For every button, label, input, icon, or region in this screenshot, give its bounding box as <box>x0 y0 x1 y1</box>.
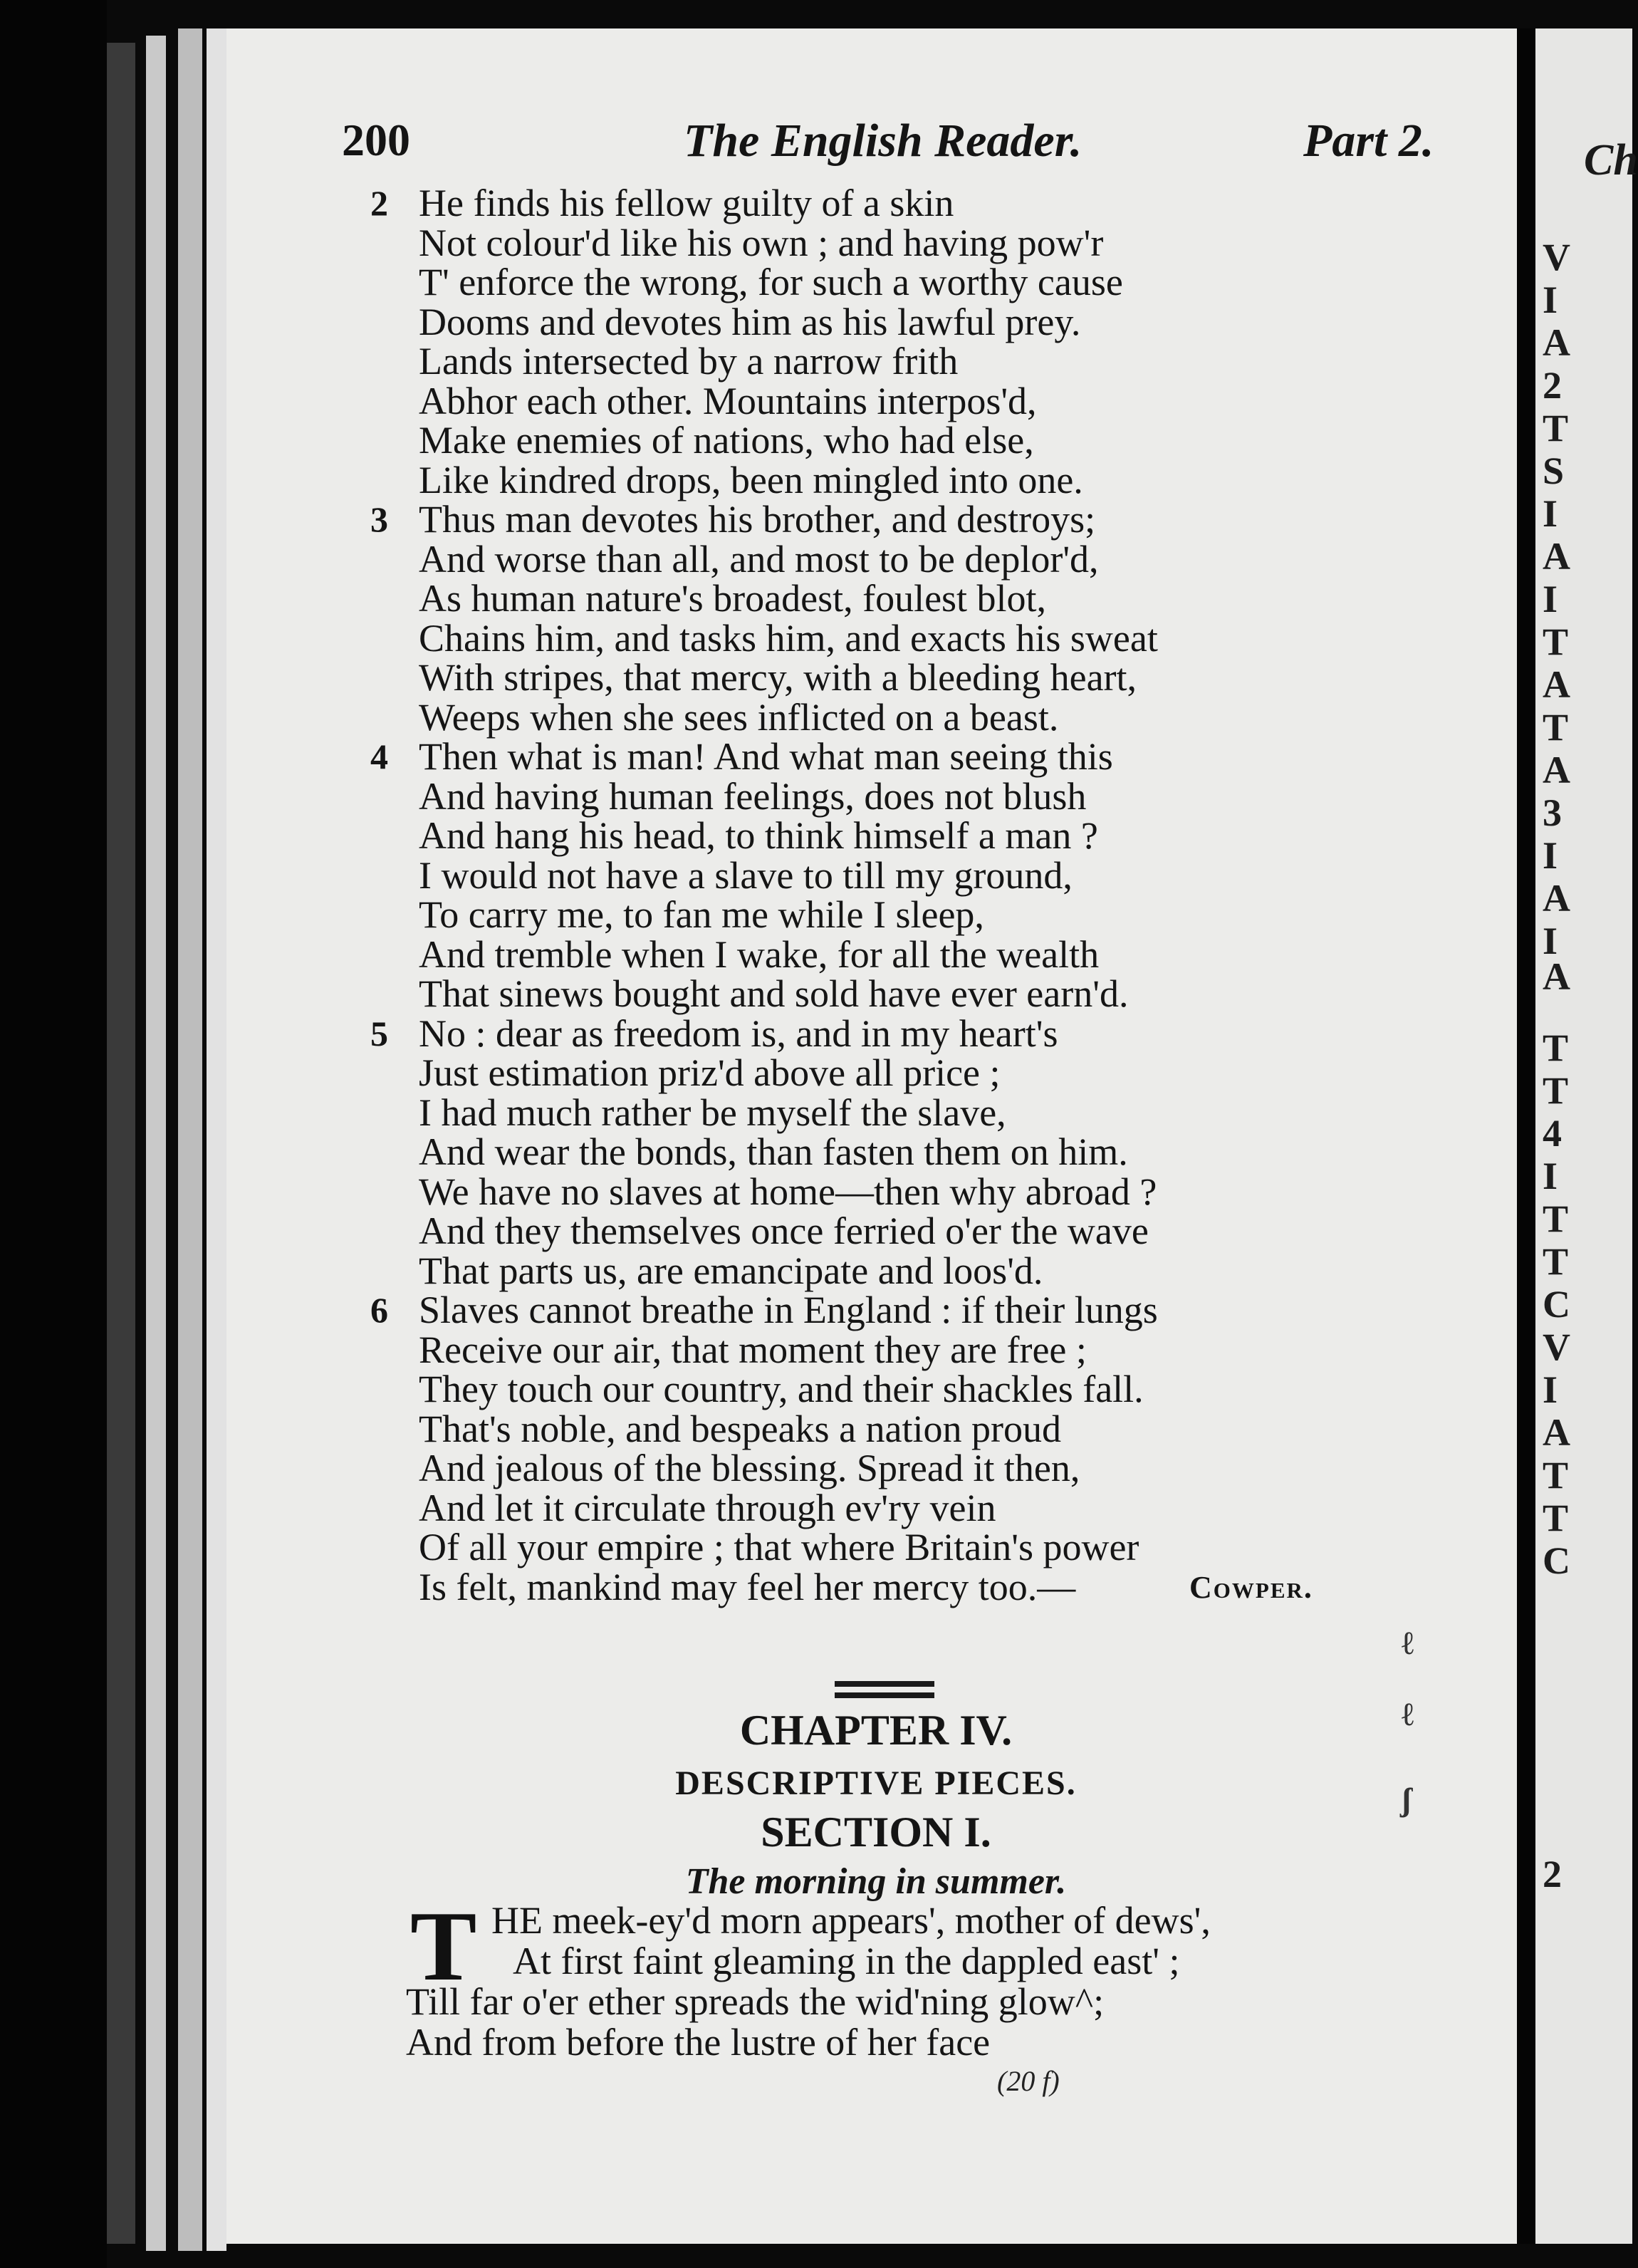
adjacent-page-fragment: 2 <box>1543 364 1562 407</box>
stanza-number: 6 <box>370 1290 388 1330</box>
poem-line-text: Lands intersected by a narrow frith <box>419 340 959 383</box>
adjacent-page-fragment: I <box>1543 1368 1558 1411</box>
page-header <box>342 114 1481 171</box>
poem-line <box>370 1486 1467 1529</box>
prose-body <box>406 1891 1474 2064</box>
page-number: 200 <box>342 115 410 165</box>
poem-line-text: Chains him, and tasks him, and exacts his sweat <box>419 616 1158 660</box>
poem-line <box>370 1528 1467 1568</box>
adjacent-page-fragment: I <box>1543 279 1558 321</box>
poem-author: Cowper. <box>1189 1569 1313 1605</box>
adjacent-page-fragment: I <box>1543 492 1558 535</box>
poem-line <box>370 1051 1467 1094</box>
poem-line-text: And they themselves once ferried o'er the wave <box>419 1210 1149 1252</box>
poem-line <box>370 658 1467 698</box>
adjacent-page-fragment: A <box>1543 955 1570 998</box>
poem-line <box>370 1407 1467 1450</box>
poem-line <box>370 221 1467 264</box>
adjacent-page-fragment: T <box>1543 1497 1569 1539</box>
adjacent-page-fragment: A <box>1543 749 1570 791</box>
page-edge <box>207 28 226 2251</box>
stanza-number: 2 <box>370 183 388 223</box>
stanza-number: 5 <box>370 1013 388 1054</box>
poem-line-text: Slaves cannot breathe in England : if their lungs <box>419 1289 1158 1331</box>
adjacent-page-fragment: A <box>1543 321 1570 364</box>
poem-line-text: Abhor each other. Mountains interpos'd, <box>419 379 1037 422</box>
page-edge <box>146 36 166 2251</box>
poem-line-text: That parts us, are emancipate and loos'd. <box>419 1249 1043 1292</box>
poem-line <box>370 1370 1467 1410</box>
margin-mark: ℓ <box>1402 1625 1414 1661</box>
poem-line <box>370 737 1467 777</box>
adjacent-page-fragment: T <box>1543 620 1569 663</box>
adjacent-page-fragment: V <box>1543 1326 1570 1368</box>
poem-line <box>370 1130 1467 1173</box>
adjacent-page-fragment: I <box>1543 834 1558 877</box>
poem-line-text: And let it circulate through ev'ry vein <box>419 1486 996 1529</box>
poem-line <box>370 184 1467 224</box>
poem-line-text: Is felt, mankind may feel her mercy too.— <box>419 1565 1076 1608</box>
adjacent-page-fragment: 2 <box>1543 1853 1562 1895</box>
poem-line <box>370 342 1467 382</box>
poem-line <box>370 895 1467 935</box>
poem-line-text: That sinews bought and sold have ever earn'd. <box>419 972 1129 1015</box>
poem-line-text: Make enemies of nations, who had else, <box>419 419 1034 462</box>
poem-line-text: Then what is man! And what man seeing this <box>419 735 1113 778</box>
page-gutter <box>1517 28 1535 2244</box>
adjacent-page-fragment: S <box>1543 449 1565 492</box>
poem-line-text: Of all your empire ; that where Britain's power <box>419 1526 1139 1569</box>
adjacent-page-fragment: A <box>1543 663 1570 706</box>
poem-line-text: As human nature's broadest, foulest blot, <box>419 577 1047 620</box>
margin-mark: ʃ <box>1402 1781 1412 1818</box>
prose-line: Till far o'er ether spreads the wid'ning glow^; <box>406 1980 1105 2023</box>
adjacent-page-fragment: A <box>1543 877 1570 920</box>
poem-line <box>370 1093 1467 1133</box>
margin-mark: ℓ <box>1402 1696 1414 1732</box>
poem-line <box>370 379 1467 422</box>
poem-line-text: And wear the bonds, than fasten them on him. <box>419 1130 1128 1173</box>
poem-line <box>370 458 1467 501</box>
poem-line <box>370 1565 1467 1608</box>
adjacent-page-fragment: A <box>1543 535 1570 578</box>
poem-line-text: And having human feelings, does not blush <box>419 774 1087 818</box>
section-heading: SECTION I. <box>761 1809 991 1856</box>
adjacent-page-fragment: C <box>1543 1539 1570 1582</box>
chapter-heading: CHAPTER IV. <box>739 1707 1013 1754</box>
poem-line-text: T' enforce the wrong, for such a worthy cause <box>419 261 1123 303</box>
drop-cap: T <box>410 1891 477 2002</box>
poem-line <box>370 974 1467 1014</box>
poem-body <box>370 184 1467 1607</box>
adjacent-page-fragment: A <box>1543 1411 1570 1454</box>
poem-line <box>370 421 1467 461</box>
poem-line <box>370 263 1467 303</box>
poem-line-text: And jealous of the blessing. Spread it then, <box>419 1447 1080 1489</box>
poem-line-text: And hang his head, to think himself a man ? <box>419 814 1098 857</box>
poem-line <box>370 1449 1467 1489</box>
adjacent-page-fragment: T <box>1543 1454 1569 1497</box>
adjacent-page-header: Ch <box>1584 136 1638 184</box>
poem-line <box>370 537 1467 581</box>
adjacent-page-fragment: 3 <box>1543 791 1562 834</box>
poem-line <box>370 1328 1467 1371</box>
poem-line-text: That's noble, and bespeaks a nation proud <box>419 1407 1061 1450</box>
poem-line <box>370 853 1467 897</box>
adjacent-page-fragment: I <box>1543 578 1558 620</box>
prose-line: HE meek-ey'd morn appears', mother of dews', <box>491 1899 1211 1942</box>
poem-line <box>370 695 1467 739</box>
poem-line-text: Not colour'd like his own ; and having pow'r <box>419 221 1104 264</box>
double-rule-bottom <box>835 1692 934 1698</box>
page-edge <box>178 28 202 2251</box>
adjacent-page-fragment: T <box>1543 1240 1569 1283</box>
adjacent-page-fragment: T <box>1543 1069 1569 1112</box>
poem-line-text: Thus man devotes his brother, and destroys; <box>419 498 1096 541</box>
adjacent-page-fragment: I <box>1543 1155 1558 1197</box>
prose-line: And from before the lustre of her face <box>406 2021 991 2064</box>
poem-line <box>370 616 1467 660</box>
poem-line-text: And worse than all, and most to be deplor'd, <box>419 537 1099 581</box>
poem-line-text: We have no slaves at home—then why abroad ? <box>419 1170 1157 1213</box>
poem-line-text: They touch our country, and their shackles fall. <box>419 1368 1144 1410</box>
stanza-number: 4 <box>370 737 388 776</box>
page-edge <box>107 43 135 2244</box>
prose-line: At first faint gleaming in the dappled east' ; <box>513 1940 1180 1982</box>
adjacent-page-fragment: V <box>1543 236 1570 279</box>
double-rule-top <box>835 1681 934 1687</box>
poem-line-text: Receive our air, that moment they are free ; <box>419 1328 1087 1371</box>
poem-line <box>370 816 1467 856</box>
running-title: The English Reader. <box>684 115 1083 167</box>
book-binding <box>0 0 107 2268</box>
adjacent-page-fragment: T <box>1543 1026 1569 1069</box>
poem-line-text: Weeps when she sees inflicted on a beast. <box>419 695 1059 739</box>
poem-line-text: Just estimation priz'd above all price ; <box>419 1051 1001 1094</box>
signature-mark: (20 f) <box>997 2065 1060 2097</box>
poem-line <box>370 774 1467 818</box>
adjacent-page <box>1535 28 1638 2244</box>
poem-line-text: To carry me, to fan me while I sleep, <box>419 893 984 936</box>
poem-line <box>370 1291 1467 1331</box>
section-title: The morning in summer. <box>685 1861 1067 1902</box>
poem-line <box>370 1249 1467 1292</box>
poem-line <box>370 1212 1467 1252</box>
adjacent-page-fragment: T <box>1543 706 1569 749</box>
poem-line <box>370 1172 1467 1212</box>
poem-line-text: No : dear as freedom is, and in my heart's <box>419 1011 1058 1055</box>
stanza-number: 3 <box>370 499 388 539</box>
poem-line <box>370 932 1467 976</box>
adjacent-page-fragment: T <box>1543 407 1569 449</box>
adjacent-page-fragment: 4 <box>1543 1112 1562 1155</box>
poem-line-text: With stripes, that mercy, with a bleeding heart, <box>419 656 1137 699</box>
part-label: Part 2. <box>1303 115 1434 167</box>
poem-line-text: And tremble when I wake, for all the wealth <box>419 932 1100 976</box>
adjacent-page-fragment: I <box>1543 920 1558 962</box>
poem-line <box>370 300 1467 343</box>
poem-line-text: He finds his fellow guilty of a skin <box>419 182 954 224</box>
poem-line-text: I would not have a slave to till my ground, <box>419 853 1073 897</box>
poem-line-text: Like kindred drops, been mingled into one. <box>419 458 1083 501</box>
poem-line <box>370 579 1467 619</box>
adjacent-page-fragment: T <box>1543 1197 1569 1240</box>
poem-line-text: Dooms and devotes him as his lawful prey. <box>419 300 1081 343</box>
chapter-subheading: DESCRIPTIVE PIECES. <box>675 1764 1077 1802</box>
poem-line <box>370 1011 1467 1055</box>
poem-line-text: I had much rather be myself the slave, <box>419 1091 1006 1134</box>
adjacent-page-fragment: C <box>1543 1283 1570 1326</box>
poem-line <box>370 500 1467 540</box>
